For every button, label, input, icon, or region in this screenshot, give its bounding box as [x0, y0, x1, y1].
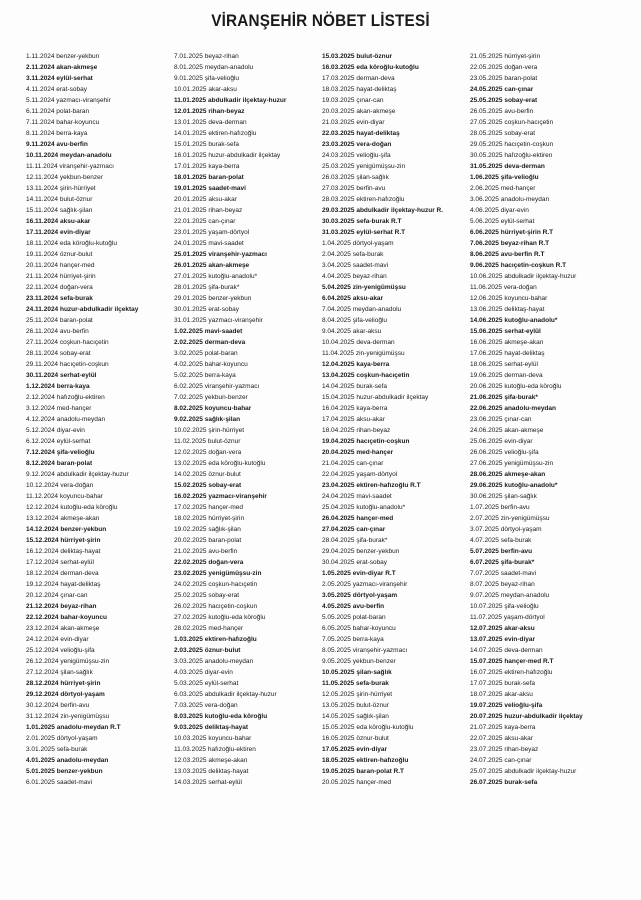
schedule-entry: 14.07.2025 deva-derman: [470, 647, 543, 654]
schedule-entry: 10.07.2025 şifa-velioğlu: [470, 603, 539, 610]
schedule-entry: 9.07.2025 meydan-anadolu: [470, 592, 550, 599]
schedule-entry: 8.11.2024 berra-kaya: [26, 130, 88, 137]
schedule-entry: 7.04.2025 meydan-anadolu: [322, 306, 402, 313]
schedule-entry: 27.03.2025 berfin-avu: [322, 185, 386, 192]
schedule-entry: 28.12.2024 hürriyet-şirin: [26, 680, 101, 687]
schedule-column-2: [174, 51, 329, 788]
schedule-entry: 15.01.2025 burak-sefa: [174, 141, 240, 148]
schedule-entry: 4.06.2025 diyar-evin: [470, 207, 529, 214]
schedule-entry: 3.06.2025 anadolu-meydan: [470, 196, 550, 203]
schedule-entry: 23.06.2025 çınar-can: [470, 416, 532, 423]
schedule-entry: 19.06.2025 derman-deva: [470, 372, 543, 379]
schedule-entry: 25.02.2025 sobay-erat: [174, 592, 240, 599]
schedule-entry: 25.07.2025 abdulkadir ilçektay-huzur: [470, 768, 577, 775]
schedule-column-3: [322, 51, 477, 788]
schedule-entry: 2.06.2025 med-hançer: [470, 185, 536, 192]
schedule-entry: 4.07.2025 sefa-burak: [470, 537, 532, 544]
schedule-entry: 3.07.2025 dörtyol-yaşam: [470, 526, 542, 533]
schedule-entry: 21.12.2024 beyaz-rihan: [26, 603, 97, 610]
schedule-entry: 18.03.2025 hayat-deliktaş: [322, 86, 397, 93]
schedule-entry: 9.04.2025 akar-aksu: [322, 328, 382, 335]
schedule-entry: 9.01.2025 şifa-velioğlu: [174, 75, 240, 82]
schedule-entry: 11.04.2025 zin-yenigümüşsu: [322, 350, 405, 357]
schedule-entry: 5.03.2025 eylül-serhat: [174, 680, 239, 687]
schedule-entry: 23.11.2024 sefa-burak: [26, 295, 93, 302]
schedule-entry: 17.06.2025 hayat-deliktaş: [470, 350, 545, 357]
schedule-entry: 16.04.2025 kaya-berra: [322, 405, 388, 412]
schedule-entry: 12.06.2025 koyuncu-bahar: [470, 295, 548, 302]
schedule-entry: 1.04.2025 dörtyol-yaşam: [322, 240, 394, 247]
schedule-entry: 3.04.2025 saadet-mavi: [322, 262, 389, 269]
schedule-entry: 25.05.2025 sobay-erat: [470, 97, 538, 104]
schedule-entry: 26.04.2025 hançer-med: [322, 515, 394, 522]
schedule-entry: 25.11.2024 baran-polat: [26, 317, 93, 324]
schedule-entry: 1.06.2025 şifa-velioğlu: [470, 174, 539, 181]
schedule-entry: 11.02.2025 bulut-öznur: [174, 438, 241, 445]
schedule-entry: 23.05.2025 baran-polat: [470, 75, 538, 82]
schedule-entry: 14.12.2024 benzer-yekbun: [26, 526, 107, 533]
schedule-entry: 21.02.2025 avu-berfin: [174, 548, 238, 555]
schedule-entry: 30.04.2025 erat-sobay: [322, 559, 388, 566]
schedule-entry: 28.05.2025 sobay-erat: [470, 130, 536, 137]
schedule-entry: 19.03.2025 çınar-can: [322, 97, 384, 104]
schedule-entry: 23.03.2025 vera-doğan: [322, 141, 392, 148]
schedule-entry: 17.01.2025 kaya-berra: [174, 163, 240, 170]
schedule-entry: 10.04.2025 deva-derman: [322, 339, 395, 346]
schedule-entry: 30.03.2025 sefa-burak R.T: [322, 218, 402, 225]
schedule-entry: 3.05.2025 dörtyol-yaşam: [322, 592, 398, 599]
schedule-entry: 9.03.2025 deliktaş-hayat: [174, 724, 249, 731]
schedule-entry: 6.04.2025 aksu-akar: [322, 295, 384, 302]
schedule-entry: 25.04.2025 kutoğlu-anadolu*: [322, 504, 406, 511]
schedule-entry: 25.01.2025 viranşehir-yazmacı: [174, 251, 267, 258]
schedule-entry: 3.11.2024 eylül-serhat: [26, 75, 93, 82]
schedule-entry: 23.07.2025 rihan-beyaz: [470, 746, 539, 753]
schedule-entry: 14.05.2025 sağlık-şilan: [322, 713, 389, 720]
schedule-entry: 26.06.2025 velioğlu-şifa: [470, 449, 539, 456]
schedule-entry: 16.02.2025 yazmacı-viranşehir: [174, 493, 267, 500]
schedule-entry: 29.01.2025 benzer-yekbun: [174, 295, 252, 302]
schedule-columns: [0, 51, 641, 891]
schedule-column-4: [470, 51, 625, 788]
schedule-entry: 20.12.2024 çınar-can: [26, 592, 88, 599]
schedule-entry: 11.01.2025 abdulkadir ilçektay-huzur: [174, 97, 287, 104]
schedule-entry: 2.01.2025 dörtyol-yaşam: [26, 735, 98, 742]
schedule-entry: 12.11.2024 yekbun-benzer: [26, 174, 103, 181]
schedule-entry: 16.03.2025 eda köroğlu-kutoğlu: [322, 64, 419, 71]
schedule-entry: 20.07.2025 huzur-abdulkadir ilçektay: [470, 713, 583, 720]
schedule-entry: 2.05.2025 yazmacı-viranşehir: [322, 581, 408, 588]
schedule-entry: 7.11.2024 bahar-koyuncu: [26, 119, 100, 126]
schedule-entry: 1.05.2025 evin-diyar R.T: [322, 570, 396, 577]
schedule-entry: 16.07.2025 ektiren-hafızoğlu: [470, 669, 553, 676]
schedule-entry: 13.12.2024 akmeşe-akan: [26, 515, 100, 522]
schedule-entry: 17.07.2025 burak-sefa: [470, 680, 536, 687]
schedule-entry: 16.01.2025 huzur-abdulkadir ilçektay: [174, 152, 281, 159]
schedule-entry: 23.04.2025 ektiren-hafızoğlu R.T: [322, 482, 421, 489]
schedule-entry: 2.12.2024 hafızoğlu-ektiren: [26, 394, 105, 401]
schedule-entry: 23.02.2025 yenigümüşsu-zin: [174, 570, 262, 577]
schedule-entry: 19.12.2024 hayat-deliktaş: [26, 581, 101, 588]
schedule-entry: 15.07.2025 hançer-med R.T: [470, 658, 554, 665]
schedule-entry: 19.02.2025 sağlık-şilan: [174, 526, 241, 533]
schedule-entry: 15.06.2025 serhat-eylül: [470, 328, 541, 335]
schedule-entry: 30.12.2024 berfin-avu: [26, 702, 90, 709]
schedule-entry: 4.04.2025 beyaz-rihan: [322, 273, 387, 280]
schedule-entry: 11.05.2025 sefa-burak: [322, 680, 389, 687]
schedule-entry: 22.03.2025 hayat-deliktaş: [322, 130, 400, 137]
schedule-entry: 21.01.2025 rihan-beyaz: [174, 207, 243, 214]
schedule-entry: 29.05.2025 hacıçetin-coşkun: [470, 141, 554, 148]
schedule-entry: 17.04.2025 aksu-akar: [322, 416, 385, 423]
schedule-entry: 3.02.2025 polat-baran: [174, 350, 238, 357]
schedule-entry: 8.05.2025 viranşehir-yazmacı: [322, 647, 408, 654]
schedule-entry: 10.02.2025 şirin-hürriyet: [174, 427, 245, 434]
schedule-entry: 12.07.2025 akar-aksu: [470, 625, 535, 632]
schedule-entry: 6.02.2025 viranşehir-yazmacı: [174, 383, 260, 390]
schedule-entry: 6.11.2024 polat-baran: [26, 108, 90, 115]
schedule-entry: 17.05.2025 evin-diyar: [322, 746, 388, 753]
schedule-entry: 13.05.2025 bulut-öznur: [322, 702, 389, 709]
schedule-entry: 6.06.2025 hürriyet-şirin R.T: [470, 229, 554, 236]
schedule-entry: 21.06.2025 şifa-burak*: [470, 394, 538, 401]
schedule-entry: 9.11.2024 avu-berfin: [26, 141, 88, 148]
schedule-entry: 11.12.2024 koyuncu-bahar: [26, 493, 103, 500]
schedule-entry: 6.12.2024 eylül-serhat: [26, 438, 91, 445]
schedule-entry: 15.04.2025 huzur-abdulkadir ilçektay: [322, 394, 429, 401]
schedule-entry: 7.02.2025 yekbun-benzer: [174, 394, 248, 401]
schedule-entry: 13.06.2025 deliktaş-hayat: [470, 306, 545, 313]
page-title: VİRANŞEHİR NÖBET LİSTESİ: [211, 11, 430, 30]
schedule-entry: 26.11.2024 avu-berfin: [26, 328, 89, 335]
schedule-entry: 15.12.2024 hürriyet-şirin: [26, 537, 101, 544]
schedule-entry: 30.11.2024 serhat-eylül: [26, 372, 97, 379]
schedule-entry: 21.05.2025 hürriyet-şirin: [470, 53, 541, 60]
schedule-entry: 14.06.2025 kutoğlu-anadolu*: [470, 317, 558, 324]
schedule-entry: 1.01.2025 anadolu-meydan R.T: [26, 724, 121, 731]
schedule-entry: 22.04.2025 yaşam-dörtyol: [322, 471, 398, 478]
schedule-entry: 26.12.2024 yenigümüşsu-zin: [26, 658, 110, 665]
schedule-entry: 22.05.2025 doğan-vera: [470, 64, 538, 71]
schedule-entry: 4.11.2024 erat-sobay: [26, 86, 87, 93]
schedule-column-1: [26, 51, 181, 788]
schedule-entry: 25.03.2025 yenigümüşsu-zin: [322, 163, 406, 170]
schedule-entry: 20.01.2025 aksu-akar: [174, 196, 237, 203]
schedule-entry: 5.02.2025 berra-kaya: [174, 372, 236, 379]
schedule-entry: 14.02.2025 öznur-bulut: [174, 471, 241, 478]
schedule-entry: 24.04.2025 mavi-saadet: [322, 493, 392, 500]
schedule-entry: 20.05.2025 hançer-med: [322, 779, 392, 786]
schedule-entry: 14.01.2025 ektiren-hafızoğlu: [174, 130, 257, 137]
schedule-entry: 13.01.2025 deva-derman: [174, 119, 247, 126]
schedule-entry: 20.04.2025 med-hançer: [322, 449, 394, 456]
schedule-entry: 13.03.2025 deliktaş-hayat: [174, 768, 249, 775]
schedule-entry: 22.02.2025 doğan-vera: [174, 559, 244, 566]
schedule-entry: 19.05.2025 baran-polat R.T: [322, 768, 405, 775]
schedule-entry: 12.03.2025 akmeşe-akan: [174, 757, 248, 764]
schedule-entry: 9.12.2024 abdulkadir ilçektay-huzur: [26, 471, 129, 478]
schedule-entry: 9.02.2025 sağlık-şilan: [174, 416, 241, 423]
schedule-entry: 10.03.2025 koyuncu-bahar: [174, 735, 252, 742]
schedule-entry: 20.03.2025 akan-akmeşe: [322, 108, 396, 115]
schedule-entry: 2.04.2025 sefa-burak: [322, 251, 384, 258]
schedule-entry: 6.07.2025 şifa-burak*: [470, 559, 535, 566]
schedule-entry: 20.11.2024 hançer-med: [26, 262, 95, 269]
schedule-entry: 30.06.2025 şilan-sağlık: [470, 493, 537, 500]
schedule-entry: 7.12.2024 şifa-velioğlu: [26, 449, 95, 456]
schedule-entry: 17.12.2024 serhat-eylül: [26, 559, 94, 566]
schedule-entry: 28.02.2025 med-hançer: [174, 625, 244, 632]
schedule-entry: 24.11.2024 huzur-abdulkadir ilçektay: [26, 306, 139, 313]
schedule-entry: 28.11.2024 sobay-erat: [26, 350, 91, 357]
schedule-entry: 1.07.2025 berfin-avu: [470, 504, 530, 511]
schedule-entry: 18.11.2024 eda köroğlu-kutoğlu: [26, 240, 117, 247]
schedule-entry: 22.12.2024 bahar-koyuncu: [26, 614, 107, 621]
schedule-entry: 8.04.2025 şifa-velioğlu: [322, 317, 388, 324]
schedule-entry: 10.06.2025 abdulkadir ilçektay-huzur: [470, 273, 577, 280]
schedule-entry: 13.11.2024 şirin-hürriyet: [26, 185, 96, 192]
schedule-entry: 8.01.2025 meydan-anadolu: [174, 64, 254, 71]
schedule-entry: 8.12.2024 baran-polat: [26, 460, 93, 467]
schedule-entry: 10.11.2024 meydan-anadolu: [26, 152, 112, 159]
schedule-entry: 20.02.2025 baran-polat: [174, 537, 242, 544]
schedule-entry: 1.03.2025 ektiren-hafızoğlu: [174, 636, 257, 643]
schedule-entry: 29.11.2024 hacıçetin-coşkun: [26, 361, 109, 368]
schedule-entry: 8.07.2025 beyaz-rihan: [470, 581, 535, 588]
schedule-entry: 25.06.2025 evin-diyar: [470, 438, 533, 445]
schedule-entry: 13.07.2025 evin-diyar: [470, 636, 536, 643]
schedule-entry: 28.03.2025 ektiren-hafızoğlu: [322, 196, 405, 203]
schedule-entry: 3.12.2024 med-hançer: [26, 405, 92, 412]
schedule-entry: 31.01.2025 yazmacı-viranşehir: [174, 317, 263, 324]
schedule-entry: 27.12.2024 şilan-sağlık: [26, 669, 93, 676]
schedule-entry: 11.03.2025 hafızoğlu-ektiren: [174, 746, 256, 753]
schedule-entry: 24.07.2025 can-çınar: [470, 757, 532, 764]
schedule-entry: 16.05.2025 öznur-bulut: [322, 735, 389, 742]
schedule-entry: 23.01.2025 yaşam-dörtyol: [174, 229, 250, 236]
schedule-entry: 19.11.2024 öznur-bulut: [26, 251, 93, 258]
schedule-entry: 29.12.2024 dörtyol-yaşam: [26, 691, 105, 698]
schedule-entry: 12.02.2025 doğan-vera: [174, 449, 242, 456]
schedule-entry: 6.05.2025 bahar-koyuncu: [322, 625, 396, 632]
schedule-entry: 29.06.2025 kutoğlu-anadolu*: [470, 482, 558, 489]
schedule-entry: 27.11.2024 coşkun-hacıçetin: [26, 339, 109, 346]
schedule-entry: 5.12.2024 diyar-evin: [26, 427, 85, 434]
schedule-entry: 6.01.2025 saadet-mavi: [26, 779, 93, 786]
schedule-entry: 27.05.2025 coşkun-hacıçetin: [470, 119, 554, 126]
schedule-entry: 8.02.2025 koyuncu-bahar: [174, 405, 252, 412]
schedule-entry: 24.03.2025 velioğlu-şifa: [322, 152, 391, 159]
schedule-entry: 2.03.2025 öznur-bulut: [174, 647, 241, 654]
schedule-entry: 12.12.2024 kutoğlu-eda köroğlu: [26, 504, 118, 511]
schedule-entry: 4.02.2025 bahar-koyuncu: [174, 361, 248, 368]
schedule-entry: 24.01.2025 mavi-saadet: [174, 240, 244, 247]
schedule-entry: 4.01.2025 anadolu-meydan: [26, 757, 109, 764]
schedule-entry: 8.06.2025 avu-berfin R.T: [470, 251, 545, 258]
schedule-entry: 1.11.2024 benzer-yekbun: [26, 53, 100, 60]
schedule-entry: 30.05.2025 hafızoğlu-ektiren: [470, 152, 553, 159]
schedule-entry: 9.05.2025 yekbun-benzer: [322, 658, 396, 665]
schedule-entry: 24.05.2025 can-çınar: [470, 86, 534, 93]
schedule-entry: 18.06.2025 serhat-eylül: [470, 361, 538, 368]
schedule-entry: 13.02.2025 eda köroğlu-kutoğlu: [174, 460, 266, 467]
schedule-entry: 2.11.2024 akan-akmeşe: [26, 64, 98, 71]
schedule-entry: 26.05.2025 avu-berfin: [470, 108, 534, 115]
schedule-entry: 27.01.2025 kutoğlu-anadolu*: [174, 273, 258, 280]
schedule-entry: 14.04.2025 burak-sefa: [322, 383, 388, 390]
schedule-entry: 30.01.2025 erat-sobay: [174, 306, 240, 313]
schedule-entry: 28.04.2025 şifa-burak*: [322, 537, 388, 544]
schedule-entry: 2.07.2025 zin-yenigümüşsu: [470, 515, 550, 522]
schedule-entry: 19.01.2025 saadet-mavi: [174, 185, 246, 192]
schedule-entry: 13.04.2025 coşkun-hacıçetin: [322, 372, 410, 379]
schedule-entry: 25.12.2024 velioğlu-şifa: [26, 647, 95, 654]
schedule-entry: 11.07.2025 yaşam-dörtyol: [470, 614, 545, 621]
schedule-entry: 29.03.2025 abdulkadir ilçektay-huzur R.: [322, 207, 444, 214]
schedule-entry: 10.01.2025 akar-aksu: [174, 86, 237, 93]
schedule-entry: 6.03.2025 abdulkadir ilçektay-huzur: [174, 691, 277, 698]
schedule-entry: 24.06.2025 akan-akmeşe: [470, 427, 544, 434]
schedule-entry: 15.02.2025 sobay-erat: [174, 482, 242, 489]
schedule-entry: 26.01.2025 akan-akmeşe: [174, 262, 250, 269]
schedule-entry: 14.03.2025 serhat-eylül: [174, 779, 242, 786]
schedule-entry: 24.12.2024 evin-diyar: [26, 636, 89, 643]
schedule-entry: 31.05.2025 deva-derman: [470, 163, 545, 170]
schedule-entry: 22.07.2025 aksu-akar: [470, 735, 533, 742]
schedule-entry: 15.03.2025 bulut-öznur: [322, 53, 393, 60]
schedule-entry: 22.06.2025 anadolu-meydan: [470, 405, 556, 412]
schedule-entry: 16.11.2024 aksu-akar: [26, 218, 91, 225]
schedule-entry: 22.11.2024 doğan-vera: [26, 284, 93, 291]
schedule-entry: 4.05.2025 avu-berfin: [322, 603, 385, 610]
schedule-entry: 12.05.2025 şirin-hürriyet: [322, 691, 393, 698]
schedule-entry: 5.05.2025 polat-baran: [322, 614, 386, 621]
schedule-entry: 15.11.2024 sağlık-şilan: [26, 207, 93, 214]
schedule-entry: 20.06.2025 kutoğlu-eda köroğlu: [470, 383, 562, 390]
schedule-entry: 26.07.2025 burak-sefa: [470, 779, 538, 786]
schedule-entry: 1.02.2025 mavi-saadet: [174, 328, 243, 335]
schedule-entry: 5.06.2025 eylül-serhat: [470, 218, 535, 225]
schedule-entry: 26.02.2025 hacıçetin-coşkun: [174, 603, 258, 610]
schedule-entry: 10.12.2024 vera-doğan: [26, 482, 94, 489]
schedule-entry: 7.01.2025 beyaz-rihan: [174, 53, 239, 60]
schedule-entry: 12.04.2025 kaya-berra: [322, 361, 390, 368]
schedule-entry: 27.04.2025 can-çınar: [322, 526, 386, 533]
schedule-entry: 3.03.2025 anadolu-meydan: [174, 658, 254, 665]
schedule-entry: 4.03.2025 diyar-evin: [174, 669, 233, 676]
schedule-entry: 7.05.2025 berra-kaya: [322, 636, 384, 643]
schedule-entry: 11.11.2024 viranşehir-yazmacı: [26, 163, 114, 170]
schedule-entry: 16.06.2025 akmeşe-akan: [470, 339, 544, 346]
schedule-entry: 5.04.2025 zin-yenigümüşsu: [322, 284, 406, 291]
schedule-entry: 16.12.2024 deliktaş-hayat: [26, 548, 101, 555]
schedule-entry: 18.07.2025 akar-aksu: [470, 691, 533, 698]
schedule-entry: 21.07.2025 kaya-berra: [470, 724, 536, 731]
schedule-entry: 18.02.2025 hürriyet-şirin: [174, 515, 245, 522]
schedule-entry: 17.11.2024 evin-diyar: [26, 229, 91, 236]
schedule-entry: 21.04.2025 can-çınar: [322, 460, 384, 467]
schedule-entry: 11.06.2025 vera-doğan: [470, 284, 537, 291]
schedule-entry: 21.11.2024 hürriyet-şirin: [26, 273, 96, 280]
schedule-entry: 4.12.2024 anadolu-meydan: [26, 416, 106, 423]
schedule-entry: 28.06.2025 akmeşe-akan: [470, 471, 546, 478]
schedule-entry: 8.03.2025 kutoğlu-eda köroğlu: [174, 713, 268, 720]
schedule-entry: 5.01.2025 benzer-yekbun: [26, 768, 103, 775]
schedule-entry: 7.06.2025 beyaz-rihan R.T: [470, 240, 550, 247]
schedule-entry: 28.01.2025 şifa-burak*: [174, 284, 240, 291]
schedule-entry: 29.04.2025 benzer-yekbun: [322, 548, 400, 555]
schedule-entry: 24.02.2025 coşkun-hacıçetin: [174, 581, 258, 588]
schedule-entry: 9.06.2025 hacıçetin-coşkun R.T: [470, 262, 567, 269]
schedule-entry: 31.12.2024 zin-yenigümüşsu: [26, 713, 110, 720]
schedule-entry: 18.04.2025 rihan-beyaz: [322, 427, 391, 434]
schedule-entry: 2.02.2025 derman-deva: [174, 339, 246, 346]
schedule-entry: 18.01.2025 baran-polat: [174, 174, 244, 181]
schedule-entry: 10.05.2025 şilan-sağlık: [322, 669, 392, 676]
schedule-entry: 5.07.2025 berfin-avu: [470, 548, 533, 555]
schedule-entry: 19.07.2025 velioğlu-şifa: [470, 702, 543, 709]
schedule-entry: 19.04.2025 hacıçetin-coşkun: [322, 438, 410, 445]
schedule-entry: 7.03.2025 vera-doğan: [174, 702, 238, 709]
schedule-entry: 22.01.2025 can-çınar: [174, 218, 236, 225]
schedule-entry: 7.07.2025 saadet-mavi: [470, 570, 537, 577]
schedule-entry: 1.12.2024 berra-kaya: [26, 383, 90, 390]
schedule-entry: 18.12.2024 derman-deva: [26, 570, 99, 577]
schedule-entry: 27.06.2025 yenigümüşsu-zin: [470, 460, 554, 467]
schedule-entry: 31.03.2025 eylül-serhat R.T: [322, 229, 406, 236]
schedule-entry: 17.02.2025 hançer-med: [174, 504, 244, 511]
schedule-entry: 5.11.2024 yazmacı-viranşehir: [26, 97, 111, 104]
schedule-entry: 12.01.2025 rihan-beyaz: [174, 108, 245, 115]
schedule-entry: 18.05.2025 ektiren-hafızoğlu: [322, 757, 409, 764]
schedule-entry: 17.03.2025 derman-deva: [322, 75, 395, 82]
schedule-entry: 15.05.2025 eda köroğlu-kutoğlu: [322, 724, 414, 731]
schedule-entry: 23.12.2024 akan-akmeşe: [26, 625, 100, 632]
schedule-entry: 21.03.2025 evin-diyar: [322, 119, 385, 126]
schedule-entry: 14.11.2024 bulut-öznur: [26, 196, 93, 203]
schedule-entry: 26.03.2025 şilan-sağlık: [322, 174, 389, 181]
schedule-entry: 3.01.2025 sefa-burak: [26, 746, 88, 753]
schedule-entry: 27.02.2025 kutoğlu-eda köroğlu: [174, 614, 266, 621]
